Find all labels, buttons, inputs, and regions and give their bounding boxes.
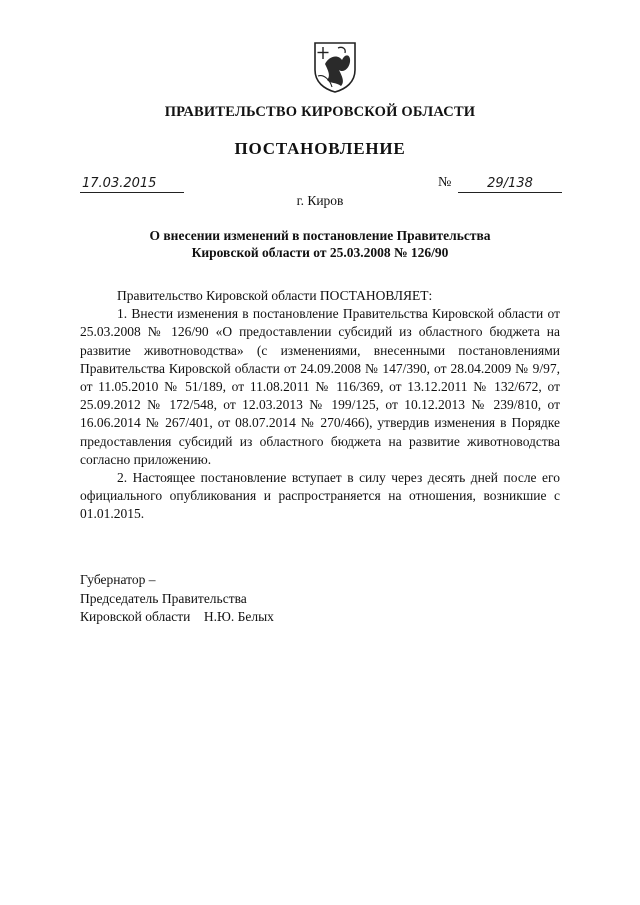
clause-2: 2. Настоящее постановление вступает в силу через десять дней после его официального опубликования и распространяется на отношения, возникшие с 01.01.2015. bbox=[80, 470, 560, 522]
signature-line-2: Председатель Правительства bbox=[80, 590, 247, 606]
subject-line-2: Кировской области от 25.03.2008 № 126/90 bbox=[191, 244, 449, 260]
document-type-title: ПОСТАНОВЛЕНИЕ bbox=[234, 139, 406, 158]
clause-1: 1. Внести изменения в постановление Правительства Кировской области от 25.03.2008 № 126/90 «О предоставлении субсидий из областного бюджета на развитие животноводства» (с изменениями, внесенными постановлениями Правительства Кировской области от 24.09.2008 № 147/390, от 28.04.2009 № 9/97, от 11.05.2010 № 51/189, от 11.08.2011 № 116/369, от 13.12.2011 № 132/672, от 25.09.2012 № 172/548, от 12.03.2013 № 199/125, от 10.12.2013 № 239/810, от 16.06.2014 № 267/401, от 08.07.2014 № 270/466), утвердив изменения в Порядке предоставления субсидий из областного бюджета на развитие животноводства согласно приложению. bbox=[80, 306, 560, 467]
document-number: 29/138 bbox=[458, 176, 562, 193]
document-date: 17.03.2015 bbox=[80, 176, 184, 193]
document-body bbox=[80, 287, 560, 524]
signature-org: Кировской области bbox=[80, 609, 191, 625]
subject-line-1: О внесении изменений в постановление Правительства bbox=[149, 228, 491, 243]
preamble: Правительство Кировской области ПОСТАНОВЛЯЕТ: bbox=[117, 288, 433, 303]
signature-line-3 bbox=[80, 608, 274, 627]
signatory-name: Н.Ю. Белых bbox=[203, 609, 274, 625]
document-city: г. Киров bbox=[296, 193, 344, 208]
organization-title: ПРАВИТЕЛЬСТВО КИРОВСКОЙ ОБЛАСТИ bbox=[164, 104, 476, 120]
document-subject bbox=[80, 228, 560, 261]
signature-line-1: Губернатор – bbox=[80, 572, 156, 587]
number-sign: № bbox=[438, 175, 452, 190]
signature-block bbox=[80, 571, 274, 627]
kirov-region-coat-of-arms-icon bbox=[312, 40, 358, 94]
